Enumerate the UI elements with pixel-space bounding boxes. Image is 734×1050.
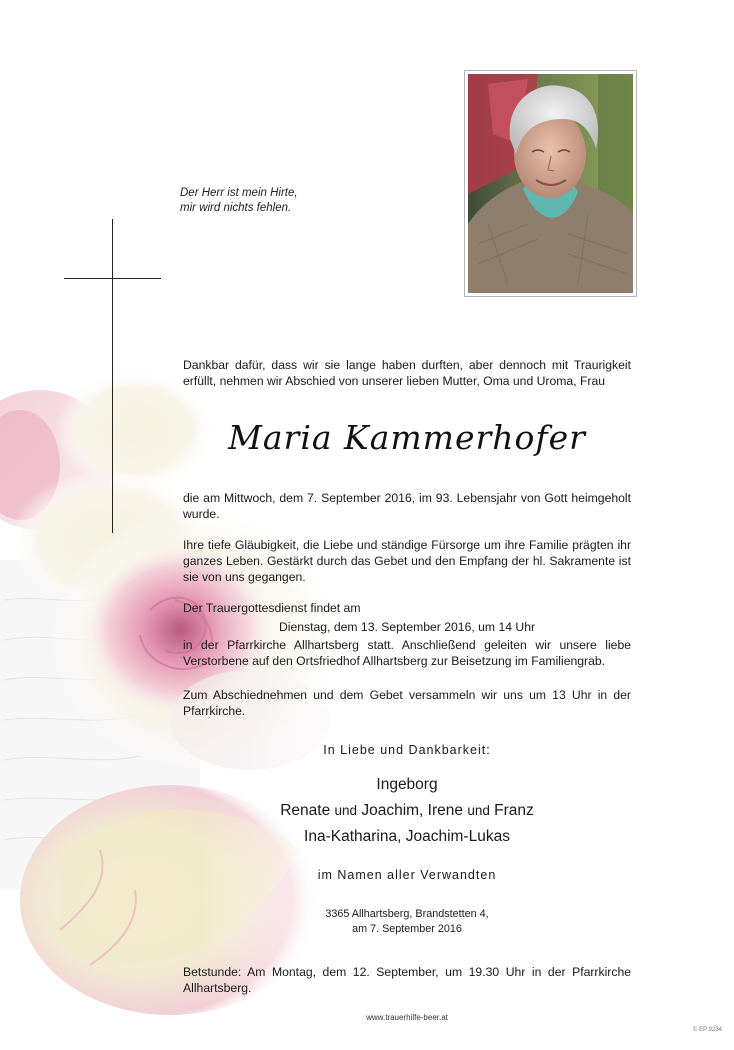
farewell-paragraph: Zum Abschiednehmen und dem Gebet versammeln wir uns um 13 Uhr in der Pfarrkirche.	[183, 688, 631, 719]
intro-paragraph: Dankbar dafür, dass wir sie lange haben durften, aber dennoch mit Traurigkeit erfüllt, nehmen wir Abschied von unserer lieben Mutter, Oma und Uroma, Frau	[183, 358, 631, 389]
mourner-name: Franz	[494, 802, 534, 819]
quote-line-2: mir wird nichts fehlen.	[180, 202, 292, 214]
mourner-name: Renate	[280, 802, 331, 819]
mourner-conjunction: und	[467, 803, 490, 818]
service-paragraph: in der Pfarrkirche Allhartsberg statt. Anschließend geleiten wir unsere liebe Verstorbene auf den Ortsfriedhof Allhartsberg zur Beisetzung im Familiengrab.	[183, 638, 631, 669]
corner-code: © EP 9234	[693, 1027, 722, 1033]
cross-horizontal-bar	[64, 278, 161, 279]
relatives-line: im Namen aller Verwandten	[317, 868, 497, 882]
mourners-list	[183, 772, 631, 850]
mourner-conjunction: und	[334, 803, 358, 818]
website-footer: www.trauerhilfe-beer.at	[366, 1013, 448, 1022]
in-love-heading: In Liebe und Dankbarkeit:	[323, 743, 491, 757]
mourner-line-3: Ina-Katharina, Joachim-Lukas	[304, 828, 510, 845]
mourner-line-1: Ingeborg	[376, 776, 438, 793]
address-line: 3365 Allhartsberg, Brandstetten 4,	[325, 908, 489, 920]
faith-paragraph: Ihre tiefe Gläubigkeit, die Liebe und ständige Fürsorge um ihre Familie prägten ihr ganzes Leben. Gestärkt durch das Gebet und den Empfang der hl. Sakramente ist sie von uns gegangen.	[183, 538, 631, 585]
cross-vertical-bar	[112, 219, 113, 533]
service-intro: Der Trauergottesdienst findet am	[183, 601, 361, 615]
prayer-hour-paragraph: Betstunde: Am Montag, dem 12. September, um 19.30 Uhr in der Pfarrkirche Allhartsberg.	[183, 965, 631, 996]
bible-quote	[180, 186, 320, 216]
place-and-date	[183, 907, 631, 936]
date-line: am 7. September 2016	[352, 922, 462, 935]
deceased-name: Maria Kammerhofer	[228, 418, 586, 457]
portrait-image	[468, 74, 633, 293]
portrait-photo	[464, 70, 637, 297]
death-paragraph: die am Mittwoch, dem 7. September 2016, im 93. Lebensjahr von Gott heimgeholt wurde.	[183, 491, 631, 522]
mourner-name: Joachim, Irene	[361, 802, 464, 819]
mourner-line-2	[183, 798, 631, 824]
service-date: Dienstag, dem 13. September 2016, um 14 Uhr	[278, 620, 536, 634]
quote-line-1: Der Herr ist mein Hirte,	[180, 187, 298, 199]
